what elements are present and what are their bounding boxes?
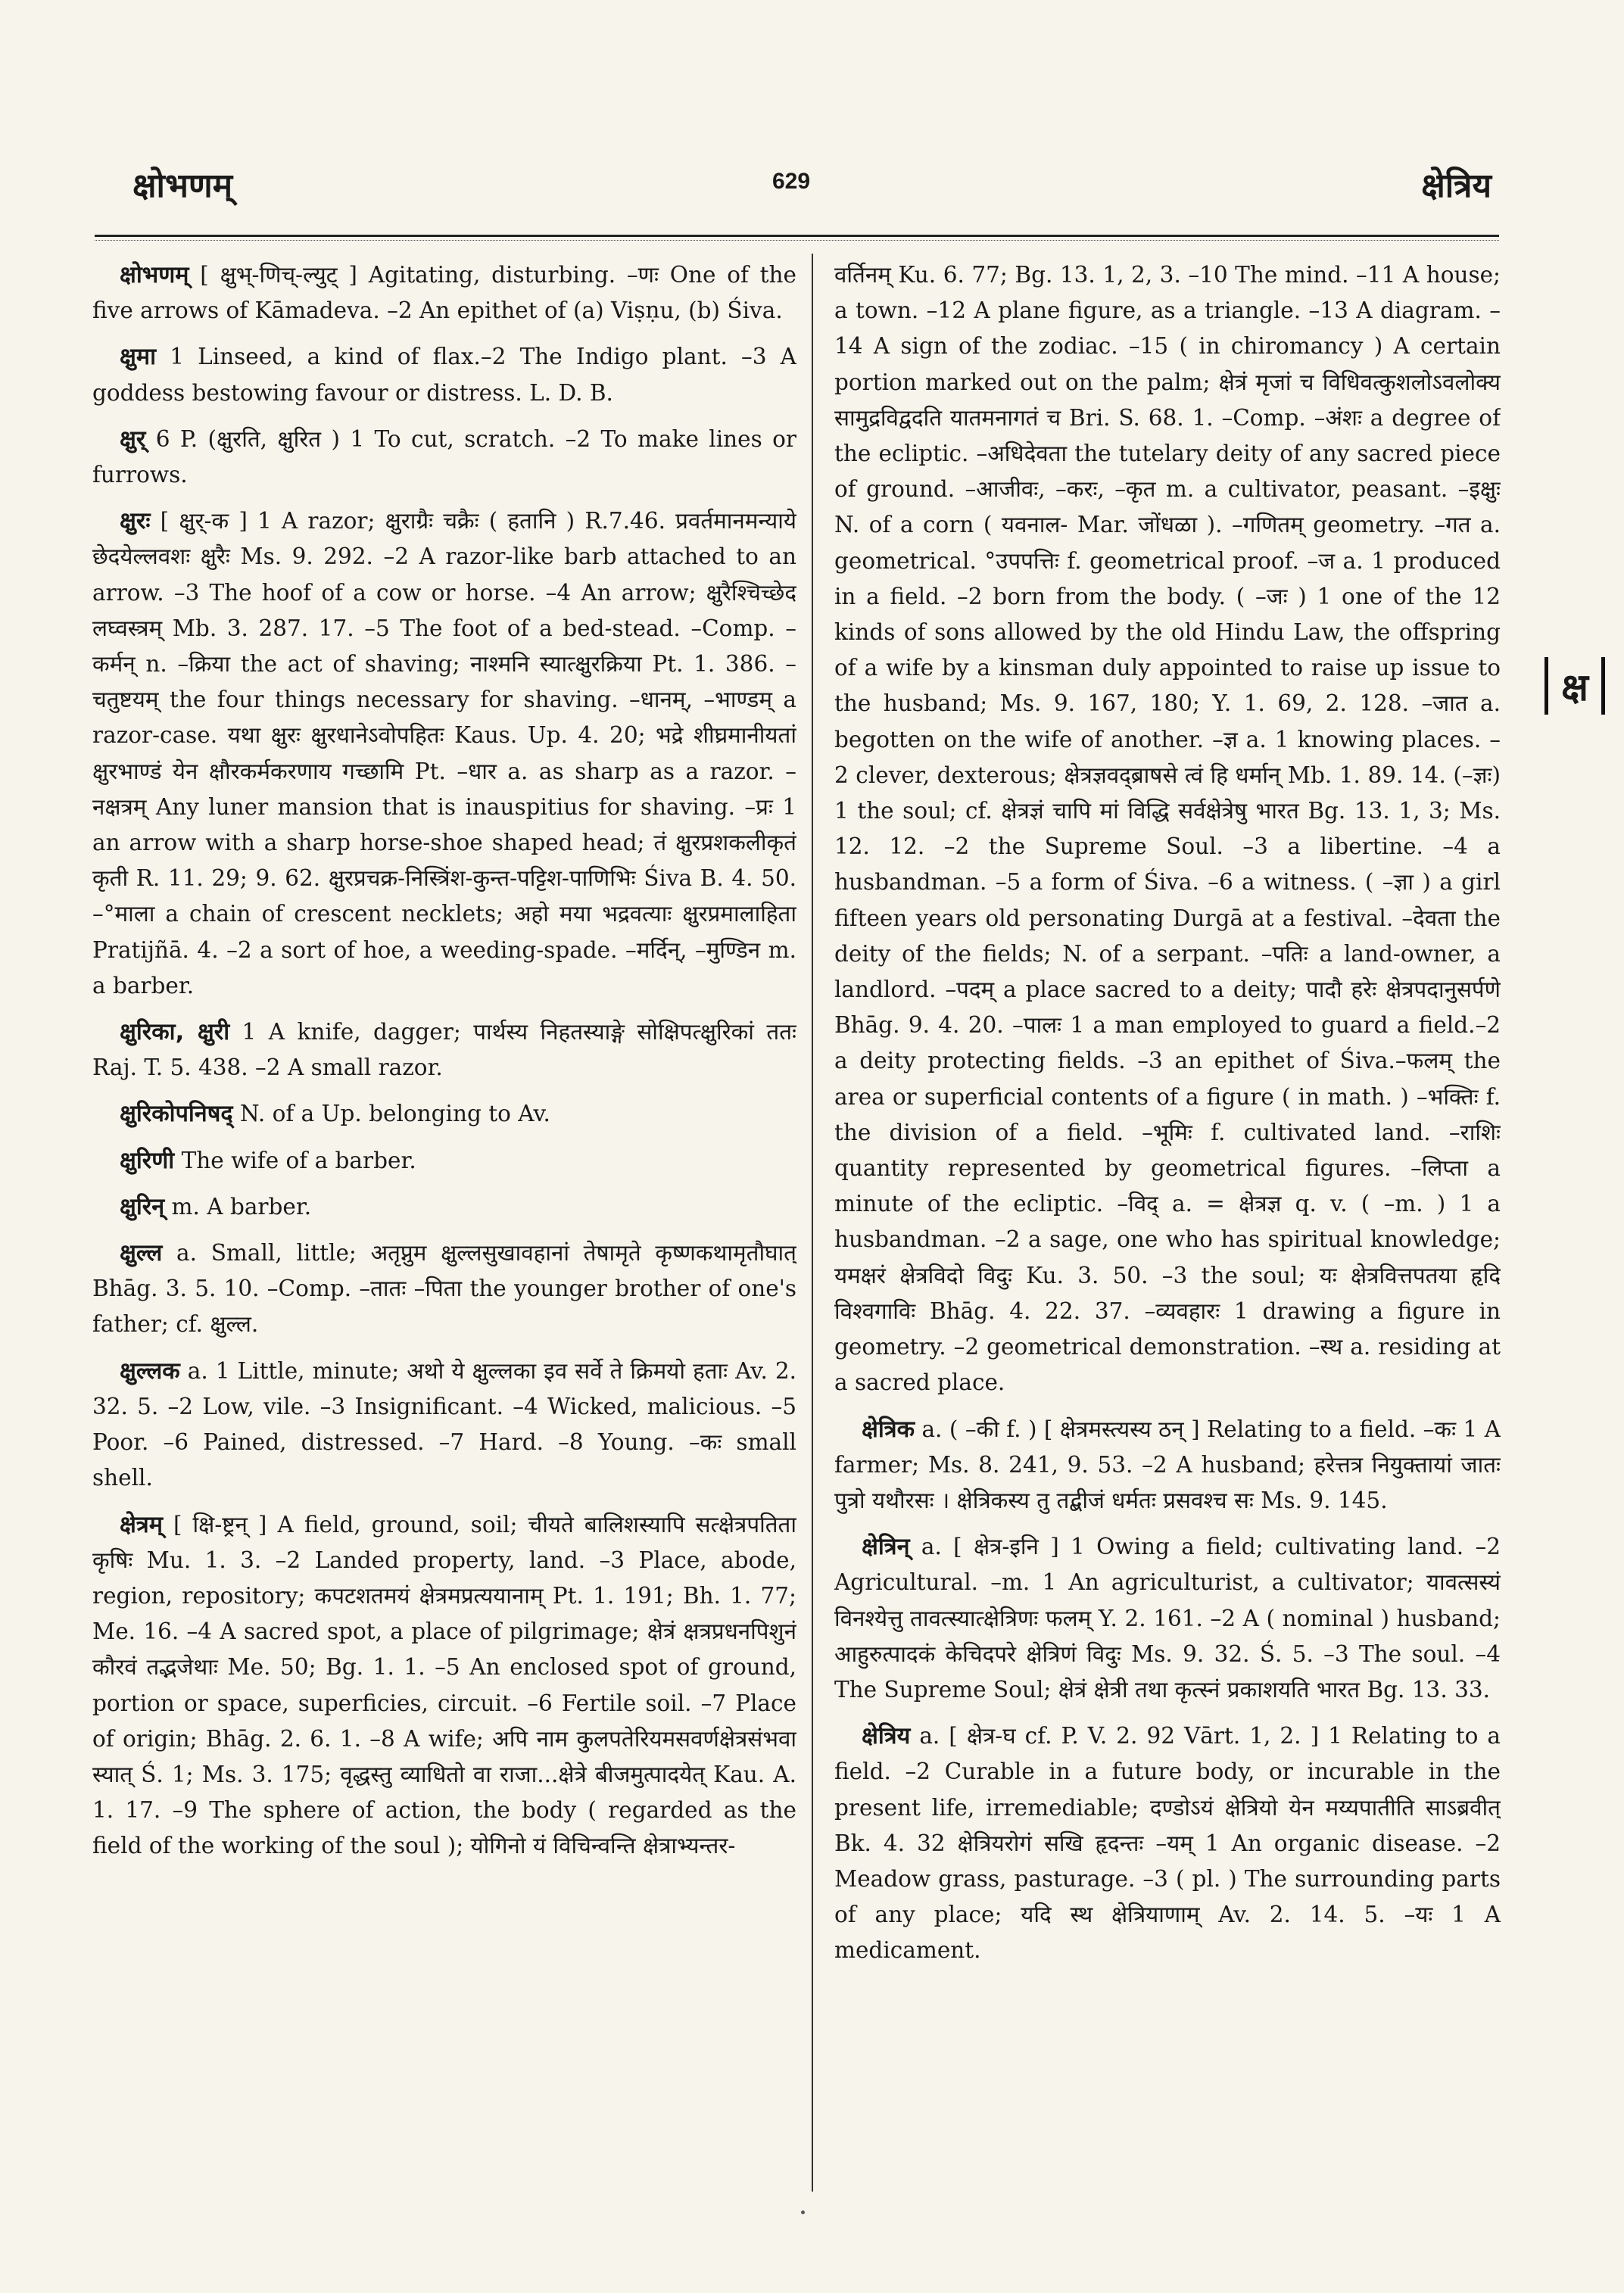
headword: क्षेत्रिय [862,1723,911,1750]
entry-body: N. of a Up. belonging to Av. [232,1101,550,1127]
dictionary-entry [834,1529,1501,1708]
entry-body: [ क्षुर्-क ] 1 A razor; क्षुराग्रैः चक्रैः ( हतानि ) R.7.46. प्रवर्तमानमन्याये छेदयेल्लवशः क्षुरैः Ms. 9. 292. –2 A razor-like barb attached to an arrow. –3 The hoof of a cow or horse. –4 An arrow; क्षुरैश्चिच्छेद लघ्वस्त्रम् Mb. 3. 287. 17. –5 The foot of a bed-stead. –Comp. –कर्मन् n. –क्रिया the act of shaving; नाश्मनि स्यात्क्षुरक्रिया Pt. 1. 386. –चतुष्टयम् the four things necessary for shaving. –धानम्, –भाण्डम् a razor-case. यथा क्षुरः क्षुरधानेऽवोपहितः Kaus. Up. 4. 20; भद्रे शीघ्रमानीयतां क्षुरभाण्डं येन क्षौरकर्मकरणाय गच्छामि Pt. –धार a. as sharp as a razor. –नक्षत्रम् Any luner mansion that is inauspitius for shaving. –प्रः 1 an arrow with a sharp horse-shoe shaped head; तं क्षुरप्रशकलीकृतं कृती R. 11. 29; 9. 62. क्षुरप्रचक्र-निस्त्रिंश-कुन्त-पट्टिश-पाणिभिः Śiva B. 4. 50. –°माला a chain of crescent necklets; अहो मया भद्रवत्याः क्षुरप्रमालाहिता Pratijñā. 4. –2 a sort of hoe, a weeding-spade. –मर्दिन्, –मुण्डिन m. a barber. [92,508,796,999]
headword: क्षेत्रम् [120,1511,163,1538]
entry-body: a. 1 Little, minute; अथो ये क्षुल्लका इव सर्वे ते क्रिमयो हताः Av. 2. 32. 5. –2 Low, vile. –3 Insignificant. –4 Wicked, malicious. –5 Poor. –6 Pained, distressed. –7 Hard. –8 Young. –कः small shell. [92,1357,796,1491]
entry-body: a. [ क्षेत्र-इनि ] 1 Owing a field; cultivating land. –2 Agricultural. –m. 1 An agriculturist, a cultivator; यावत्सस्यं विनश्येत्तु तावत्स्यात्क्षेत्रिणः फलम् Y. 2. 161. –2 A ( nominal ) husband; आहुरुत्पादकं केचिदपरे क्षेत्रिणं विदुः Ms. 9. 32. Ś. 5. –3 The soul. –4 The Supreme Soul; क्षेत्रं क्षेत्री तथा कृत्स्नं प्रकाशयति भारत Bg. 13. 33. [834,1534,1501,1703]
thumb-index-tab: क्ष [1545,657,1605,715]
entry-body: m. A barber. [164,1193,312,1220]
running-head-left: क्षोभणम् [132,167,232,205]
headword: क्षुल्ल [120,1240,163,1267]
headword: क्षुरिणी [120,1147,175,1174]
dictionary-entry [834,1718,1501,1968]
headword: क्षेत्रिन् [862,1534,910,1561]
dictionary-entry [834,1412,1501,1519]
headword: क्षुरिकोपनिषद् [120,1101,233,1128]
header-rule [95,235,1499,241]
entry-body: a. ( –की f. ) [ क्षेत्रमस्त्यस्य ठन् ] Relating to a field. –कः 1 A farmer; Ms. 8. 241, 9. 53. –2 A husband; हरेत्तत्र नियुक्तायां जातः पुत्रो यथौरसः । क्षेत्रिकस्य तु तद्बीजं धर्मतः प्रसवश्च सः Ms. 9. 145. [834,1416,1501,1513]
headword: क्षोभणम् [120,262,189,288]
headword: क्षुरिन् [120,1193,165,1220]
dictionary-entry [92,1143,796,1179]
headword: क्षुरः [120,508,151,535]
left-column [92,257,796,2256]
page-number: 629 [772,169,811,194]
entry-body: [ क्षुभ्-णिच्-ल्युट् ] Agitating, disturbing. –णः One of the five arrows of Kāmadeva. –2 An epithet of (a) Viṣṇu, (b) Śiva. [92,262,796,324]
dictionary-entry [92,1235,796,1343]
dictionary-entry [92,1096,796,1132]
dictionary-entry [92,422,796,493]
scan-speck [801,2210,805,2214]
dictionary-entry [92,339,796,410]
entry-body: वर्तिनम् Ku. 6. 77; Bg. 13. 1, 2, 3. –10 The mind. –11 A house; a town. –12 A plane figure, as a triangle. –13 A diagram. –14 A sign of the zodiac. –15 ( in chiromancy ) A certain portion marked out on the palm; क्षेत्रं मृजां च विधिवत्कुशलोऽवलोक्य सामुद्रविद्वदति यातमनागतं च Bri. S. 68. 1. –Comp. –अंशः a degree of the ecliptic. –अधिदेवता the tutelary deity of any sacred piece of ground. –आजीवः, –करः, –कृत m. a cultivator, peasant. –इक्षुः N. of a corn ( यवनाल- Mar. जोंधळा ). –गणितम् geometry. –गत a. geometrical. °उपपत्तिः f. geometrical proof. –ज a. 1 produced in a field. –2 born from the body. ( –जः ) 1 one of the 12 kinds of sons allowed by the old Hindu Law, the offspring of a wife by a kinsman duly appointed to raise up issue to the husband; Ms. 9. 167, 180; Y. 1. 69, 2. 128. –जात a. begotten on the wife of another. –ज्ञ a. 1 knowing places. –2 clever, dexterous; क्षेत्रज्ञवद्ब्राषसे त्वं हि धर्मान् Mb. 1. 89. 14. (–ज्ञः) 1 the soul; cf. क्षेत्रज्ञं चापि मां विद्धि सर्वक्षेत्रेषु भारत Bg. 13. 1, 3; Ms. 12. 12. –2 the Supreme Soul. –3 a libertine. –4 a husbandman. –5 a form of Śiva. –6 a witness. ( –ज्ञा ) a girl fifteen years old personating Durgā at a festival. –देवता the deity of the fields; N. of a serpant. –पतिः a land-owner, a landlord. –पदम् a place sacred to a deity; पादौ हरेः क्षेत्रपदानुसर्पणे Bhāg. 9. 4. 20. –पालः 1 a man employed to guard a field.–2 a deity protecting fields. –3 an epithet of Śiva.–फलम् the area or superficial contents of a figure ( in math. ) –भक्तिः f. the division of a field. –भूमिः f. cultivated land. –राशिः quantity represented by geometrical figures. –लिप्ता a minute of the ecliptic. –विद् a. = क्षेत्रज्ञ q. v. ( –m. ) 1 a husbandman. –2 a sage, one who has spiritual knowledge; यमक्षरं क्षेत्रविदो विदुः Ku. 3. 50. –3 the soul; यः क्षेत्रवित्तपतया हृदि विश्वगाविः Bhāg. 4. 22. 37. –व्यवहारः 1 drawing a figure in geometry. –2 geometrical demonstration. –स्थ a. residing at a sacred place. [834,262,1501,1396]
entry-body: a. [ क्षेत्र-घ cf. P. V. 2. 92 Vārt. 1, 2. ] 1 Relating to a field. –2 Curable in a future body, or incurable in the present life, irremediable; दण्डोऽयं क्षेत्रियो येन मय्यपातीति साऽब्रवीत् Bk. 4. 32 क्षेत्रियरोगं सखि हृदन्तः –यम् 1 An organic disease. –2 Meadow grass, pasturage. –3 ( pl. ) The surrounding parts of any place; यदि स्थ क्षेत्रियाणाम् Av. 2. 14. 5. –यः 1 A medicament. [834,1723,1501,1964]
entry-body: The wife of a barber. [174,1147,416,1173]
dictionary-entry [92,1014,796,1086]
entry-body: a. Small, little; अतृप्नुम क्षुल्लसुखावहानां तेषामृते कृष्णकथामृतौघात् Bhāg. 3. 5. 10. –Comp. –तातः –पिता the younger brother of one's father; cf. क्षुल्ल. [92,1240,796,1338]
dictionary-entry [92,1354,796,1497]
right-column [834,257,1501,2256]
running-head [91,155,1507,216]
dictionary-entry [92,1507,796,1865]
headword: क्षेत्रिक [862,1416,915,1443]
headword: क्षुल्लक [120,1357,180,1385]
dictionary-entry [92,257,796,329]
entry-body: 1 Linseed, a kind of flax.–2 The Indigo plant. –3 A goddess bestowing favour or distress. L. D. B. [92,344,796,406]
headword: क्षुर् [120,425,146,453]
entry-body: 6 P. (क्षुरति, क्षुरित ) 1 To cut, scratch. –2 To make lines or furrows. [92,425,796,488]
headword: क्षुरिका, क्षुरी [120,1019,230,1046]
running-head-right: क्षेत्रिय [1421,167,1492,205]
column-divider [812,254,813,2192]
entry-body: [ क्षि-ष्ट्रन् ] A field, ground, soil; चीयते बालिशस्यापि सत्क्षेत्रपतिता कृषिः Mu. 1. 3. –2 Landed property, land. –3 Place, abode, region, repository; कपटशतमयं क्षेत्रमप्रत्ययानाम् Pt. 1. 191; Bh. 1. 77; Me. 16. –4 A sacred spot, a place of pilgrimage; क्षेत्रं क्षत्रप्रधनपिशुनं कौरवं तद्भजेथाः Me. 50; Bg. 1. 1. –5 An enclosed spot of ground, portion or space, superficies, circuit. –6 Fertile soil. –7 Place of origin; Bhāg. 2. 6. 1. –8 A wife; अपि नाम कुलपतेरियमसवर्णक्षेत्रसंभवा स्यात् Ś. 1; Ms. 3. 175; वृद्धस्तु व्याधितो वा राजा...क्षेत्रे बीजमुत्पादयेत् Kau. A. 1. 17. –9 The sphere of action, the body ( regarded as the field of the working of the soul ); योगिनो यं विचिन्वन्ति क्षेत्राभ्यन्तर- [92,1511,796,1859]
dictionary-entry [92,503,796,1004]
dictionary-entry-continuation [834,257,1501,1401]
dictionary-entry [92,1189,796,1225]
entry-body: 1 A knife, dagger; पार्थस्य निहतस्याङ्गे सोक्षिपत्क्षुरिकां ततः Raj. T. 5. 438. –2 A small razor. [92,1019,796,1081]
headword: क्षुमा [120,344,157,371]
